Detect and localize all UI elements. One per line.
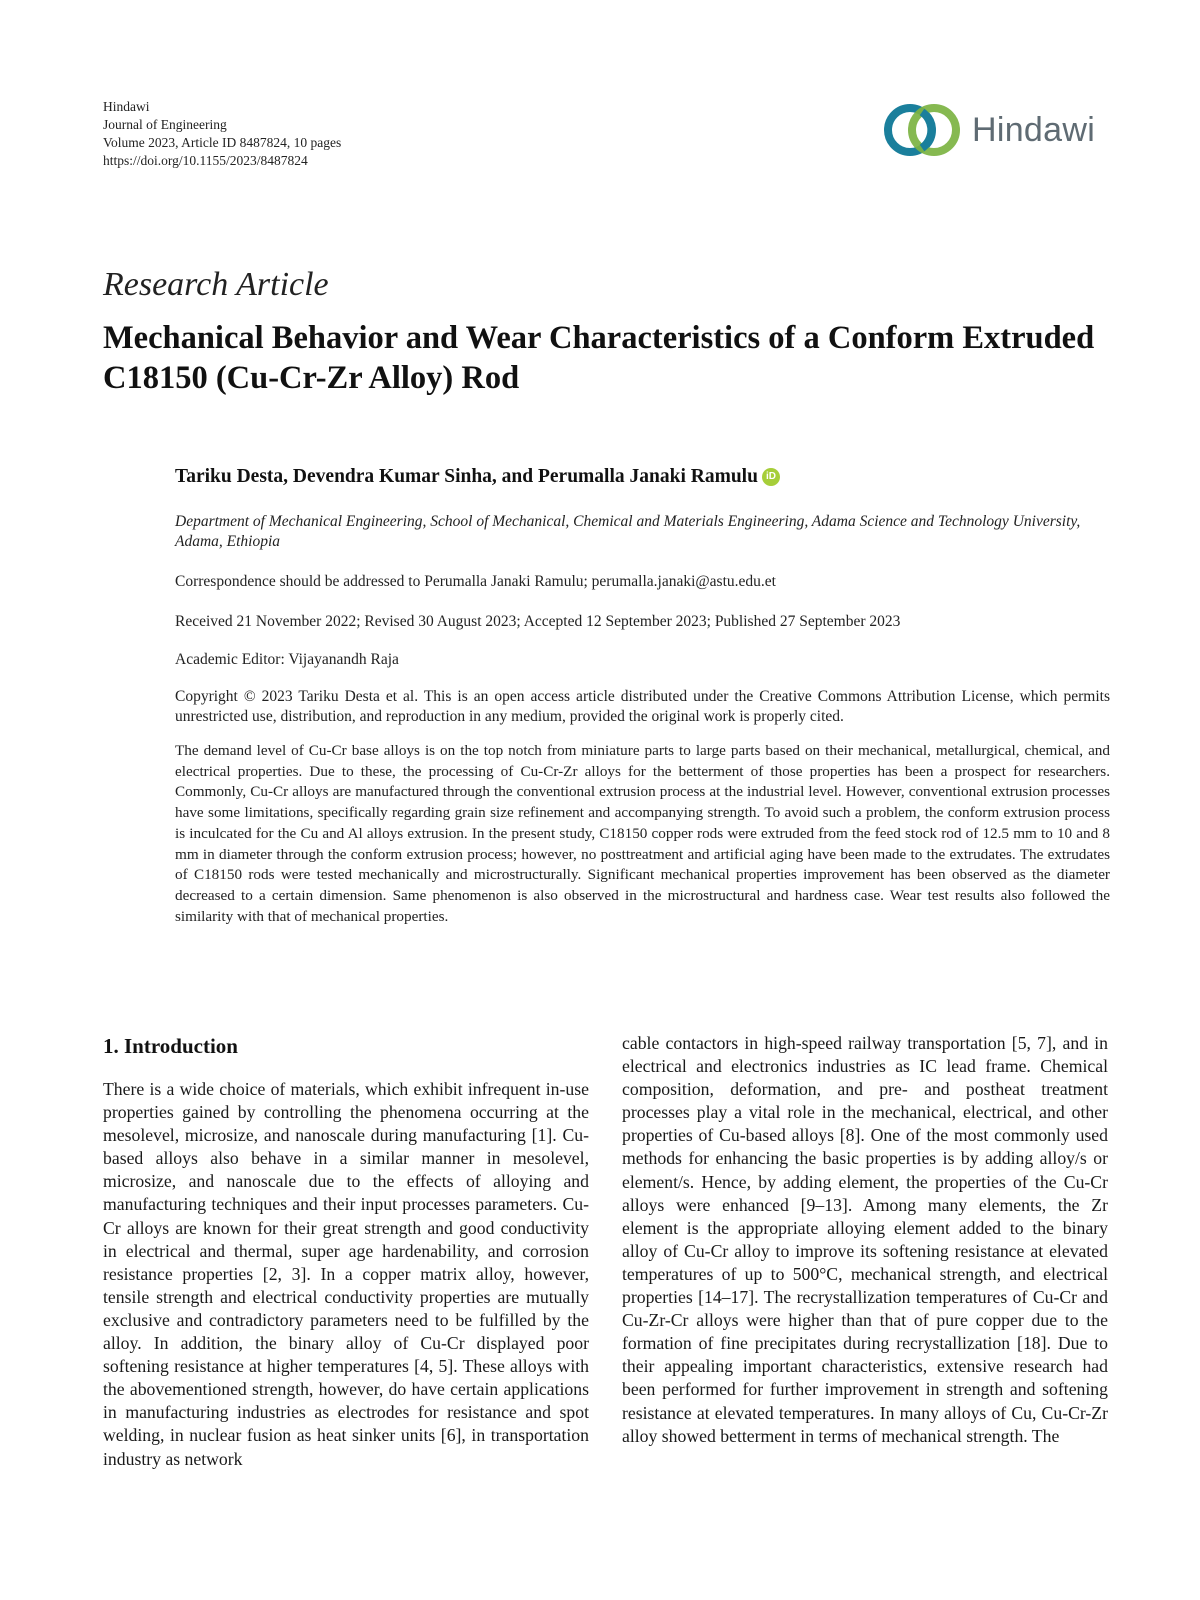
article-type: Research Article <box>103 266 329 303</box>
publication-dates: Received 21 November 2022; Revised 30 August 2023; Accepted 12 September 2023; Published 27 September 2023 <box>175 613 901 630</box>
hindawi-rings-logo-icon <box>880 98 966 162</box>
body-column-left: There is a wide choice of materials, which exhibit infrequent in-use properties gained by controlling the phenomena occurring at the mesolevel, microsize, and nanoscale during manufacturing [1]. Cu-based alloys also behave in a similar manner in mesolevel, microsize, and nanoscale due to the effects of alloying and manufacturing techniques and their input processes parameters. Cu-Cr alloys are known for their great strength and good conductivity in electrical and thermal, super age hardenability, and corrosion resistance properties [2, 3]. In a copper matrix alloy, however, tensile strength and electrical conductivity properties are mutually exclusive and contradictory parameters need to be fulfilled by the alloy. In addition, the binary alloy of Cu-Cr displayed poor softening resistance at higher temperatures [4, 5]. These alloys with the abovementioned strength, however, do have certain applications in manufacturing industries as electrodes for resistance and spot welding, in nuclear fusion as heat sinker units [6], in transportation industry as network <box>103 1079 589 1469</box>
affiliation: Department of Mechanical Engineering, School of Mechanical, Chemical and Materials Engineering, Adama Science and Technology University, Adama, Ethiopia <box>175 513 1081 550</box>
masthead <box>103 98 341 170</box>
logo-wordmark: Hindawi <box>972 110 1096 149</box>
correspondence: Correspondence should be addressed to Perumalla Janaki Ramulu; perumalla.janaki@astu.edu.et <box>175 573 776 590</box>
abstract: The demand level of Cu-Cr base alloys is on the top notch from miniature parts to large parts based on their mechanical, metallurgical, chemical, and electrical properties. Due to these, the processing of Cu-Cr-Zr alloys for the betterment of those properties has been a prospect for researchers. Commonly, Cu-Cr alloys are manufactured through the conventional extrusion process at the industrial level. However, conventional extrusion processes have some limitations, specifically regarding grain size refinement and accompanying strength. To avoid such a problem, the conform extrusion process is inculcated for the Cu and Al alloys extrusion. In the present study, C18150 copper rods were extruded from the feed stock rod of 12.5 mm to 10 and 8 mm in diameter through the conform extrusion process; however, no posttreatment and artificial aging have been made to the extrudates. The extrudates of C18150 rods were tested mechanically and microstructurally. Significant mechanical properties improvement has been observed as the diameter decreased to a certain dimension. Same phenomenon is also observed in the microstructural and hardness case. Wear test results also followed the similarity with that of mechanical properties. <box>175 742 1110 925</box>
paper-title: Mechanical Behavior and Wear Characteristics of a Conform Extruded C18150 (Cu-Cr-Zr Alloy) Rod <box>103 320 1095 396</box>
journal-name: Journal of Engineering <box>103 117 227 132</box>
publisher-name: Hindawi <box>103 99 150 114</box>
author-list <box>175 466 780 488</box>
copyright-notice: Copyright © 2023 Tariku Desta et al. This is an open access article distributed under the Creative Commons Attribution License, which permits unrestricted use, distribution, and reproduction in any medium, provided the original work is properly cited. <box>175 688 1110 725</box>
volume-info: Volume 2023, Article ID 8487824, 10 pages <box>103 135 342 150</box>
hindawi-logo <box>880 98 1110 162</box>
academic-editor: Academic Editor: Vijayanandh Raja <box>175 651 399 668</box>
section-heading: 1. Introduction <box>103 1034 238 1058</box>
orcid-icon[interactable]: iD <box>762 468 780 486</box>
body-column-right: cable contactors in high-speed railway transportation [5, 7], and in electrical and electronics industries as IC lead frame. Chemical composition, deformation, and pre- and postheat treatment processes play a vital role in the mechanical, electrical, and other properties of Cu-based alloys [8]. One of the most commonly used methods for enhancing the basic properties is by adding alloy/s or element/s. Hence, by adding element, the properties of the Cu-Cr alloys were enhanced [9–13]. Among many elements, the Zr element is the appropriate alloying element added to the binary alloy of Cu-Cr alloy to improve its softening resistance at elevated temperatures of up to 500°C, mechanical strength, and electrical properties [14–17]. The recrystallization temperatures of Cu-Cr and Cu-Zr-Cr alloys were higher than that of pure copper due to the formation of fine precipitates during recrystallization [18]. Due to their appealing important characteristics, extensive research had been performed for further improvement in strength and softening resistance at elevated temperatures. In many alloys of Cu, Cu-Cr-Zr alloy showed betterment in terms of mechanical strength. The <box>622 1033 1108 1446</box>
author-names: Tariku Desta, Devendra Kumar Sinha, and Perumalla Janaki Ramulu <box>175 466 758 487</box>
doi-link[interactable]: https://doi.org/10.1155/2023/8487824 <box>103 153 308 168</box>
